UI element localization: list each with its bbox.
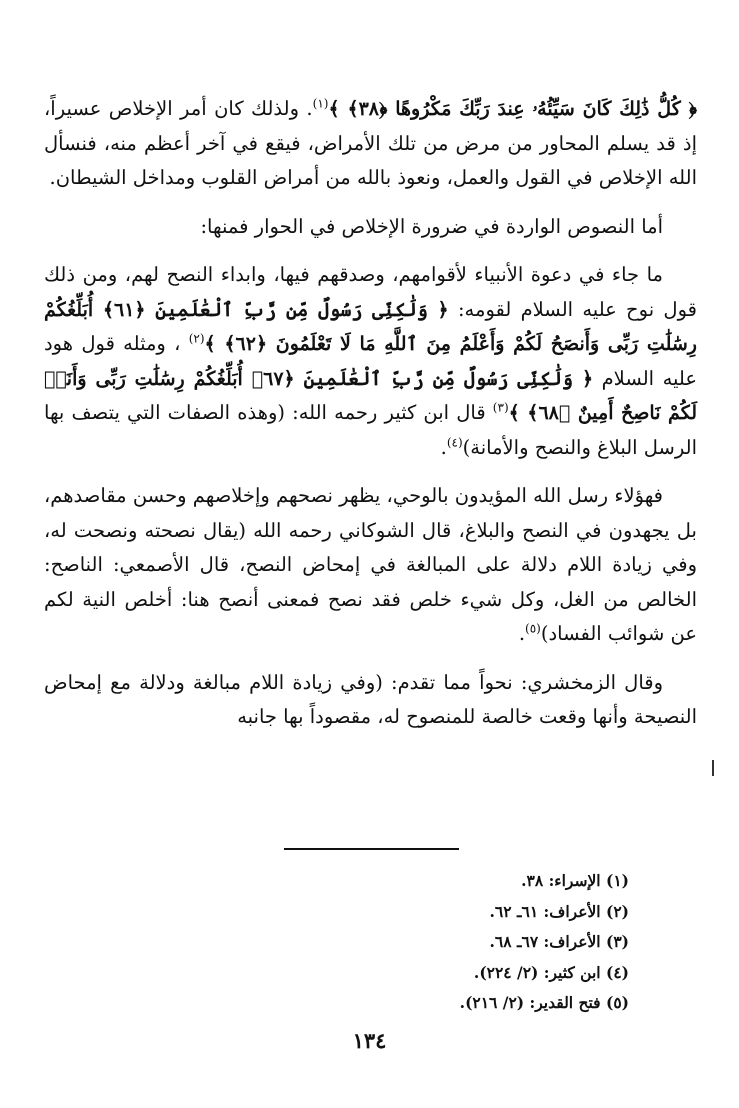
page-body: [44, 92, 697, 735]
paragraph-text: فهؤلاء رسل الله المؤيدون بالوحي، يظهر نصحهم وإخلاصهم وحسن مقاصدهم، بل يجهدون في النصح والبلاغ، قال الشوكاني رحمه الله (يقال نصحته ونصحت له، وفي زيادة اللام دلالة على المبالغة في إمحاض النصح، قال الأصمعي: الناصح: الخالص من الغل، وكل شيء خلص فقد نصح فمعنى أنصح هنا: أخلص النية لكم عن شوائب الفساد): [44, 484, 697, 645]
quran-verse: ﴿ وَلَٰكِنِّى رَسُولٌ مِّن رَّبِّ ٱلْعَٰلَمِينَ ﴿٦١﴾ أُبَلِّغُكُمْ رِسَٰلَٰتِ رَبِّى وَأَنصَحُ لَكُمْ وَأَعْلَمُ مِنَ ٱللَّهِ مَا لَا تَعْلَمُونَ ﴿٦٢﴾ ﴾: [44, 298, 697, 355]
quran-verse: ﴿ وَلَٰكِنِّى رَسُولٌ مِّن رَّبِّ ٱلْعَٰلَمِينَ ﴿٦٧﴾ أُبَلِّغُكُمْ رِسَٰلَٰتِ رَبِّى وَأَنَا۠ لَكُمْ نَاصِحٌ أَمِينٌ ﴿٦٨﴾ ﴾: [44, 367, 697, 424]
paragraph-text: ما جاء في دعوة الأنبياء لأقوامهم، وصدقهم فيها، وابداء النصح لهم، ومن ذلك قول نوح عليه السلام لقومه:: [44, 263, 697, 321]
footnote-item: (١) الإسراء: ٣٨.: [521, 871, 629, 890]
paragraph-5: [44, 666, 697, 735]
footnote-item: (٥) فتح القدير: (٢/ ٢١٦).: [459, 993, 629, 1012]
page-number: ١٣٤: [352, 1028, 387, 1053]
footnote-ref[interactable]: (١): [312, 96, 329, 111]
paragraph-text: ، ومثله قول هود عليه السلام: [44, 332, 698, 390]
quran-verse: ﴿ كُلُّ ذَٰلِكَ كَانَ سَيِّئُهُۥ عِندَ رَبِّكَ مَكْرُوهًا ﴿٣٨﴾ ﴾: [328, 98, 697, 120]
footnote-ref[interactable]: (٥): [525, 621, 541, 636]
footnote-ref[interactable]: (٣): [492, 400, 509, 415]
paragraph-text: أما النصوص الواردة في ضرورة الإخلاص في الحوار فمنها:: [200, 214, 663, 238]
margin-mark: [712, 760, 714, 776]
paragraph-2: [44, 210, 697, 245]
footnote-ref[interactable]: (٢): [188, 331, 205, 346]
paragraph-1: [44, 92, 697, 196]
footnote-item: (٢) الأعراف: ٦١ـ ٦٢.: [489, 901, 629, 921]
footnote-item: (٤) ابن كثير: (٢/ ٢٢٤).: [473, 962, 629, 982]
paragraph-text: قال ابن كثير رحمه الله: (وهذه الصفات التي يتصف بها الرسل البلاغ والنصح والأمانة): [44, 401, 697, 459]
paragraph-text: . ولذلك كان أمر الإخلاص عسيراً، إذ قد يسلم المحاور من مرض من تلك الأمراض، فيقع في آخر أعظم منه، فنسأل الله الإخلاص في القول والعمل، ونعوذ بالله من أمراض القلوب ومداخل الشيطان.: [44, 97, 697, 189]
paragraph-3: [44, 258, 697, 465]
footnotes: [460, 866, 629, 1019]
paragraph-text: .: [440, 435, 447, 459]
footnote-ref[interactable]: (٤): [446, 435, 463, 449]
paragraph-text: .: [518, 622, 526, 645]
footnote-separator: [284, 848, 459, 850]
paragraph-text: وقال الزمخشري: نحواً مما تقدم: (وفي زيادة اللام مبالغة ودلالة مع إمحاض النصيحة وأنها وقعت خالصة للمنصوح له، مقصوداً بها جانبه: [44, 670, 697, 728]
footnote-item: (٣) الأعراف: ٦٧ـ ٦٨.: [489, 932, 629, 951]
paragraph-4: [44, 479, 697, 652]
